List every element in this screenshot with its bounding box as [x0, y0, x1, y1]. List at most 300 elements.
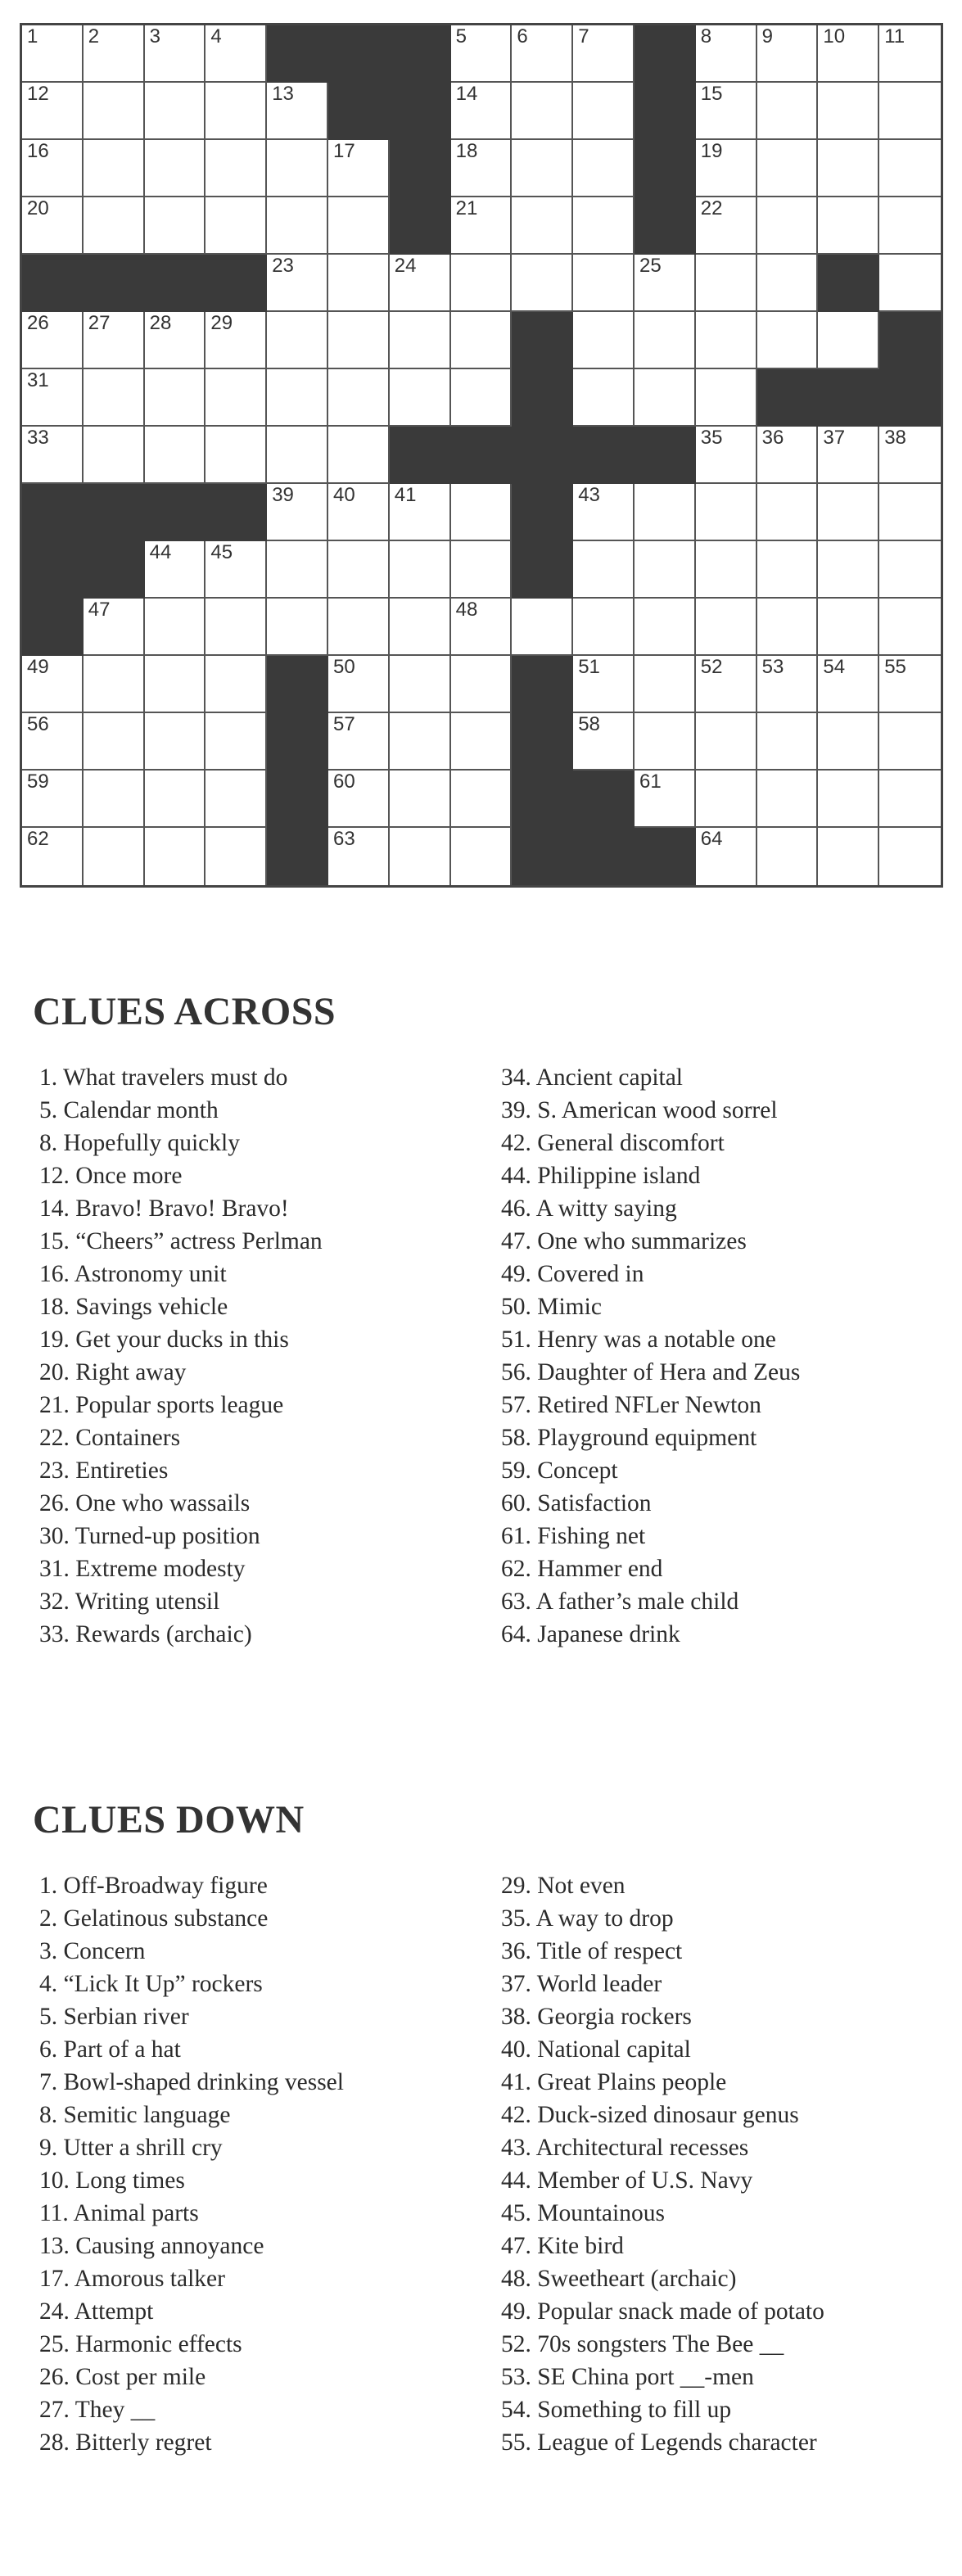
grid-cell[interactable]: [328, 771, 390, 828]
cell-number: 5: [455, 25, 467, 47]
clue-item: 36. Title of respect: [501, 1938, 683, 1964]
black-square: [512, 541, 573, 599]
grid-cell[interactable]: [145, 713, 206, 771]
clue-item: 14. Bravo! Bravo! Bravo!: [39, 1195, 289, 1222]
grid-cell[interactable]: [205, 369, 267, 427]
cell-number: 51: [578, 656, 600, 678]
grid-cell[interactable]: [22, 312, 84, 369]
grid-cell[interactable]: [328, 713, 390, 771]
grid-cell[interactable]: [818, 427, 879, 484]
clue-item: 53. SE China port __-men: [501, 2364, 754, 2390]
across-clues-left: [39, 1061, 323, 1651]
grid-cell[interactable]: [84, 828, 145, 885]
grid-cell[interactable]: [696, 25, 757, 83]
grid-cell[interactable]: [635, 369, 696, 427]
grid-cell[interactable]: [512, 25, 573, 83]
grid-cell[interactable]: [757, 25, 819, 83]
black-square: [635, 83, 696, 140]
grid-cell[interactable]: [573, 83, 635, 140]
down-clues-left: [39, 1869, 344, 2459]
grid-cell[interactable]: [267, 599, 328, 656]
grid-cell[interactable]: [451, 312, 513, 369]
grid-cell[interactable]: [328, 484, 390, 541]
grid-cell[interactable]: [451, 83, 513, 140]
grid-cell[interactable]: [390, 828, 451, 885]
grid-cell[interactable]: [818, 140, 879, 197]
cell-number: 52: [700, 656, 723, 678]
grid-cell[interactable]: [818, 656, 879, 713]
grid-cell[interactable]: [573, 25, 635, 83]
grid-cell[interactable]: [390, 656, 451, 713]
black-square: [635, 427, 696, 484]
black-square: [267, 656, 328, 713]
clue-item: 47. One who summarizes: [501, 1228, 747, 1254]
clue-item: 52. 70s songsters The Bee __: [501, 2331, 784, 2357]
grid-cell[interactable]: [84, 713, 145, 771]
grid-cell[interactable]: [84, 83, 145, 140]
grid-cell[interactable]: [84, 140, 145, 197]
grid-cell[interactable]: [267, 83, 328, 140]
grid-cell[interactable]: [696, 713, 757, 771]
cell-number: 59: [27, 771, 49, 793]
clue-item: 8. Hopefully quickly: [39, 1130, 240, 1156]
grid-cell[interactable]: [757, 427, 819, 484]
black-square: [390, 427, 451, 484]
grid-cell[interactable]: [145, 427, 206, 484]
grid-cell[interactable]: [757, 140, 819, 197]
clue-item: 59. Concept: [501, 1457, 618, 1484]
clue-item: 27. They __: [39, 2397, 156, 2423]
cell-number: 23: [272, 255, 294, 277]
grid-cell[interactable]: [818, 713, 879, 771]
clue-item: 61. Fishing net: [501, 1523, 646, 1549]
clue-item: 26. Cost per mile: [39, 2364, 206, 2390]
grid-cell[interactable]: [84, 197, 145, 255]
clue-item: 63. A father’s male child: [501, 1589, 739, 1615]
grid-cell[interactable]: [818, 828, 879, 885]
grid-cell[interactable]: [696, 656, 757, 713]
grid-cell[interactable]: [328, 140, 390, 197]
cell-number: 19: [700, 140, 723, 162]
grid-cell[interactable]: [328, 255, 390, 312]
black-square: [512, 427, 573, 484]
grid-cell[interactable]: [267, 369, 328, 427]
black-square: [205, 484, 267, 541]
grid-cell[interactable]: [328, 599, 390, 656]
cell-number: 64: [700, 828, 723, 850]
grid-cell[interactable]: [879, 771, 941, 828]
grid-cell[interactable]: [879, 140, 941, 197]
cell-number: 25: [639, 255, 662, 277]
black-square: [635, 140, 696, 197]
black-square: [390, 25, 451, 83]
grid-cell[interactable]: [696, 828, 757, 885]
grid-cell[interactable]: [573, 656, 635, 713]
grid-cell[interactable]: [512, 140, 573, 197]
grid-cell[interactable]: [22, 427, 84, 484]
grid-cell[interactable]: [22, 828, 84, 885]
grid-cell[interactable]: [145, 369, 206, 427]
grid-cell[interactable]: [145, 197, 206, 255]
cell-number: 35: [700, 427, 723, 449]
grid-cell[interactable]: [757, 713, 819, 771]
grid-cell[interactable]: [267, 427, 328, 484]
grid-cell[interactable]: [84, 599, 145, 656]
clue-item: 28. Bitterly regret: [39, 2429, 212, 2456]
grid-cell[interactable]: [757, 312, 819, 369]
across-clues-right: [501, 1061, 800, 1651]
clue-item: 13. Causing annoyance: [39, 2233, 264, 2259]
grid-cell[interactable]: [390, 541, 451, 599]
grid-cell[interactable]: [267, 484, 328, 541]
grid-cell[interactable]: [451, 140, 513, 197]
grid-cell[interactable]: [205, 197, 267, 255]
grid-cell[interactable]: [879, 83, 941, 140]
cell-number: 17: [333, 140, 355, 162]
grid-cell[interactable]: [267, 255, 328, 312]
black-square: [267, 828, 328, 885]
black-square: [22, 484, 84, 541]
cell-number: 22: [700, 197, 723, 219]
black-square: [328, 83, 390, 140]
grid-cell[interactable]: [696, 140, 757, 197]
grid-cell[interactable]: [84, 369, 145, 427]
grid-cell[interactable]: [573, 713, 635, 771]
clue-item: 48. Sweetheart (archaic): [501, 2266, 737, 2292]
clue-item: 10. Long times: [39, 2167, 185, 2194]
grid-cell[interactable]: [757, 484, 819, 541]
clue-item: 25. Harmonic effects: [39, 2331, 242, 2357]
grid-cell[interactable]: [573, 312, 635, 369]
grid-cell[interactable]: [145, 599, 206, 656]
grid-cell[interactable]: [696, 197, 757, 255]
grid-cell[interactable]: [205, 25, 267, 83]
black-square: [267, 771, 328, 828]
grid-cell[interactable]: [512, 255, 573, 312]
cell-number: 33: [27, 427, 49, 449]
grid-cell[interactable]: [757, 197, 819, 255]
black-square: [22, 255, 84, 312]
grid-cell[interactable]: [145, 828, 206, 885]
cell-number: 7: [578, 25, 589, 47]
grid-cell[interactable]: [696, 369, 757, 427]
grid-cell[interactable]: [512, 197, 573, 255]
grid-cell[interactable]: [22, 197, 84, 255]
grid-cell[interactable]: [205, 771, 267, 828]
cell-number: 53: [761, 656, 784, 678]
grid-cell[interactable]: [757, 828, 819, 885]
grid-cell[interactable]: [390, 484, 451, 541]
clue-item: 50. Mimic: [501, 1294, 602, 1320]
grid-cell[interactable]: [267, 541, 328, 599]
grid-cell[interactable]: [818, 312, 879, 369]
grid-cell[interactable]: [145, 541, 206, 599]
clue-item: 58. Playground equipment: [501, 1425, 757, 1451]
cell-number: 21: [455, 197, 478, 219]
grid-cell[interactable]: [451, 541, 513, 599]
grid-cell[interactable]: [205, 713, 267, 771]
black-square: [512, 312, 573, 369]
grid-cell[interactable]: [22, 140, 84, 197]
grid-cell[interactable]: [696, 599, 757, 656]
black-square: [390, 83, 451, 140]
grid-cell[interactable]: [22, 656, 84, 713]
grid-cell[interactable]: [451, 828, 513, 885]
grid-cell[interactable]: [205, 83, 267, 140]
clue-item: 35. A way to drop: [501, 1905, 674, 1932]
grid-cell[interactable]: [390, 369, 451, 427]
grid-cell[interactable]: [573, 369, 635, 427]
clue-item: 15. “Cheers” actress Perlman: [39, 1228, 323, 1254]
clue-item: 39. S. American wood sorrel: [501, 1097, 778, 1123]
grid-cell[interactable]: [696, 255, 757, 312]
grid-cell[interactable]: [328, 828, 390, 885]
grid-cell[interactable]: [635, 771, 696, 828]
grid-cell[interactable]: [818, 771, 879, 828]
grid-cell[interactable]: [451, 197, 513, 255]
grid-cell[interactable]: [635, 484, 696, 541]
grid-cell[interactable]: [267, 140, 328, 197]
black-square: [145, 255, 206, 312]
clue-item: 41. Great Plains people: [501, 2069, 727, 2095]
cell-number: 27: [88, 312, 111, 334]
grid-cell[interactable]: [451, 656, 513, 713]
grid-cell[interactable]: [84, 771, 145, 828]
grid-cell[interactable]: [205, 140, 267, 197]
grid-cell[interactable]: [328, 541, 390, 599]
clue-item: 62. Hammer end: [501, 1556, 663, 1582]
cell-number: 63: [333, 828, 355, 850]
clue-item: 34. Ancient capital: [501, 1064, 683, 1091]
grid-cell[interactable]: [451, 369, 513, 427]
clue-item: 30. Turned-up position: [39, 1523, 260, 1549]
grid-cell[interactable]: [451, 255, 513, 312]
grid-cell[interactable]: [879, 25, 941, 83]
grid-cell[interactable]: [145, 83, 206, 140]
cell-number: 16: [27, 140, 49, 162]
grid-cell[interactable]: [22, 25, 84, 83]
grid-cell[interactable]: [145, 771, 206, 828]
grid-cell[interactable]: [818, 25, 879, 83]
grid-cell[interactable]: [205, 599, 267, 656]
grid-cell[interactable]: [328, 197, 390, 255]
cell-number: 54: [823, 656, 846, 678]
grid-cell[interactable]: [635, 713, 696, 771]
grid-cell[interactable]: [390, 771, 451, 828]
grid-cell[interactable]: [818, 541, 879, 599]
grid-cell[interactable]: [22, 369, 84, 427]
clue-item: 1. Off-Broadway figure: [39, 1873, 268, 1899]
clue-item: 5. Serbian river: [39, 2004, 189, 2030]
black-square: [205, 255, 267, 312]
grid-cell[interactable]: [390, 255, 451, 312]
grid-cell[interactable]: [757, 599, 819, 656]
grid-cell[interactable]: [145, 656, 206, 713]
cell-number: 37: [823, 427, 846, 449]
cell-number: 2: [88, 25, 100, 47]
black-square: [512, 828, 573, 885]
grid-cell[interactable]: [573, 484, 635, 541]
grid-cell[interactable]: [635, 656, 696, 713]
grid-cell[interactable]: [635, 312, 696, 369]
grid-cell[interactable]: [22, 713, 84, 771]
cell-number: 40: [333, 484, 355, 506]
black-square: [22, 599, 84, 656]
grid-cell[interactable]: [818, 197, 879, 255]
grid-cell[interactable]: [879, 484, 941, 541]
cell-number: 62: [27, 828, 49, 850]
cell-number: 41: [394, 484, 417, 506]
black-square: [84, 255, 145, 312]
clue-item: 49. Popular snack made of potato: [501, 2298, 824, 2325]
cell-number: 38: [884, 427, 906, 449]
clue-item: 44. Member of U.S. Navy: [501, 2167, 753, 2194]
grid-cell[interactable]: [84, 427, 145, 484]
grid-cell[interactable]: [451, 771, 513, 828]
grid-cell[interactable]: [145, 140, 206, 197]
grid-cell[interactable]: [267, 312, 328, 369]
clue-item: 1. What travelers must do: [39, 1064, 288, 1091]
clue-item: 2. Gelatinous substance: [39, 1905, 269, 1932]
grid-cell[interactable]: [84, 25, 145, 83]
grid-cell[interactable]: [879, 255, 941, 312]
grid-cell[interactable]: [696, 83, 757, 140]
clue-item: 43. Architectural recesses: [501, 2135, 749, 2161]
black-square: [512, 656, 573, 713]
grid-cell[interactable]: [328, 369, 390, 427]
cell-number: 1: [27, 25, 38, 47]
black-square: [818, 369, 879, 427]
black-square: [573, 828, 635, 885]
clue-item: 54. Something to fill up: [501, 2397, 732, 2423]
cell-number: 36: [761, 427, 784, 449]
cell-number: 47: [88, 599, 111, 621]
clue-item: 3. Concern: [39, 1938, 146, 1964]
black-square: [145, 484, 206, 541]
grid-cell[interactable]: [205, 656, 267, 713]
clue-item: 56. Daughter of Hera and Zeus: [501, 1359, 801, 1385]
grid-cell[interactable]: [573, 140, 635, 197]
grid-cell[interactable]: [205, 427, 267, 484]
clue-item: 51. Henry was a notable one: [501, 1326, 776, 1353]
clue-item: 19. Get your ducks in this: [39, 1326, 289, 1353]
grid-cell[interactable]: [390, 312, 451, 369]
clue-item: 7. Bowl-shaped drinking vessel: [39, 2069, 344, 2095]
grid-cell[interactable]: [205, 541, 267, 599]
black-square: [573, 427, 635, 484]
grid-cell[interactable]: [757, 255, 819, 312]
clue-item: 29. Not even: [501, 1873, 626, 1899]
grid-cell[interactable]: [267, 197, 328, 255]
black-square: [879, 369, 941, 427]
black-square: [267, 25, 328, 83]
clue-item: 32. Writing utensil: [39, 1589, 220, 1615]
grid-cell[interactable]: [879, 828, 941, 885]
clue-item: 17. Amorous talker: [39, 2266, 225, 2292]
grid-cell[interactable]: [512, 599, 573, 656]
grid-cell[interactable]: [205, 312, 267, 369]
grid-cell[interactable]: [696, 427, 757, 484]
cell-number: 15: [700, 83, 723, 105]
clue-item: 38. Georgia rockers: [501, 2004, 692, 2030]
grid-cell[interactable]: [696, 484, 757, 541]
grid-cell[interactable]: [451, 599, 513, 656]
cell-number: 31: [27, 369, 49, 391]
black-square: [512, 484, 573, 541]
grid-cell[interactable]: [635, 541, 696, 599]
grid-cell[interactable]: [205, 828, 267, 885]
down-clues-title: CLUES DOWN: [33, 1798, 305, 1842]
cell-number: 55: [884, 656, 906, 678]
cell-number: 18: [455, 140, 478, 162]
grid-cell[interactable]: [84, 312, 145, 369]
grid-cell[interactable]: [84, 656, 145, 713]
grid-cell[interactable]: [879, 599, 941, 656]
grid-cell[interactable]: [328, 656, 390, 713]
cell-number: 4: [210, 25, 222, 47]
clue-item: 11. Animal parts: [39, 2200, 199, 2226]
grid-cell[interactable]: [879, 427, 941, 484]
grid-cell[interactable]: [635, 255, 696, 312]
grid-cell[interactable]: [757, 541, 819, 599]
grid-cell[interactable]: [696, 541, 757, 599]
clue-item: 12. Once more: [39, 1163, 183, 1189]
clue-item: 49. Covered in: [501, 1261, 644, 1287]
grid-cell[interactable]: [22, 771, 84, 828]
grid-cell[interactable]: [818, 83, 879, 140]
across-clues-title: CLUES ACROSS: [33, 990, 336, 1033]
grid-cell[interactable]: [390, 599, 451, 656]
grid-cell[interactable]: [757, 771, 819, 828]
cell-number: 29: [210, 312, 233, 334]
grid-cell[interactable]: [879, 197, 941, 255]
clue-item: 23. Entireties: [39, 1457, 169, 1484]
grid-cell[interactable]: [757, 656, 819, 713]
grid-cell[interactable]: [635, 599, 696, 656]
grid-cell[interactable]: [879, 656, 941, 713]
cell-number: 9: [761, 25, 773, 47]
grid-cell[interactable]: [451, 713, 513, 771]
grid-cell[interactable]: [512, 83, 573, 140]
grid-cell[interactable]: [22, 83, 84, 140]
grid-cell[interactable]: [145, 312, 206, 369]
grid-cell[interactable]: [328, 312, 390, 369]
grid-cell[interactable]: [451, 484, 513, 541]
cell-number: 60: [333, 771, 355, 793]
grid-cell[interactable]: [818, 484, 879, 541]
grid-cell[interactable]: [145, 25, 206, 83]
down-clues-right: [501, 1869, 824, 2459]
grid-cell[interactable]: [328, 427, 390, 484]
grid-cell[interactable]: [573, 197, 635, 255]
clue-item: 37. World leader: [501, 1971, 662, 1997]
grid-cell[interactable]: [818, 599, 879, 656]
black-square: [84, 541, 145, 599]
grid-cell[interactable]: [696, 771, 757, 828]
grid-cell[interactable]: [879, 713, 941, 771]
grid-cell[interactable]: [879, 541, 941, 599]
grid-cell[interactable]: [573, 255, 635, 312]
grid-cell[interactable]: [390, 713, 451, 771]
clue-item: 22. Containers: [39, 1425, 181, 1451]
cell-number: 44: [149, 541, 172, 563]
cell-number: 13: [272, 83, 294, 105]
grid-cell[interactable]: [696, 312, 757, 369]
grid-cell[interactable]: [451, 25, 513, 83]
grid-cell[interactable]: [573, 541, 635, 599]
grid-cell[interactable]: [573, 599, 635, 656]
grid-cell[interactable]: [757, 83, 819, 140]
